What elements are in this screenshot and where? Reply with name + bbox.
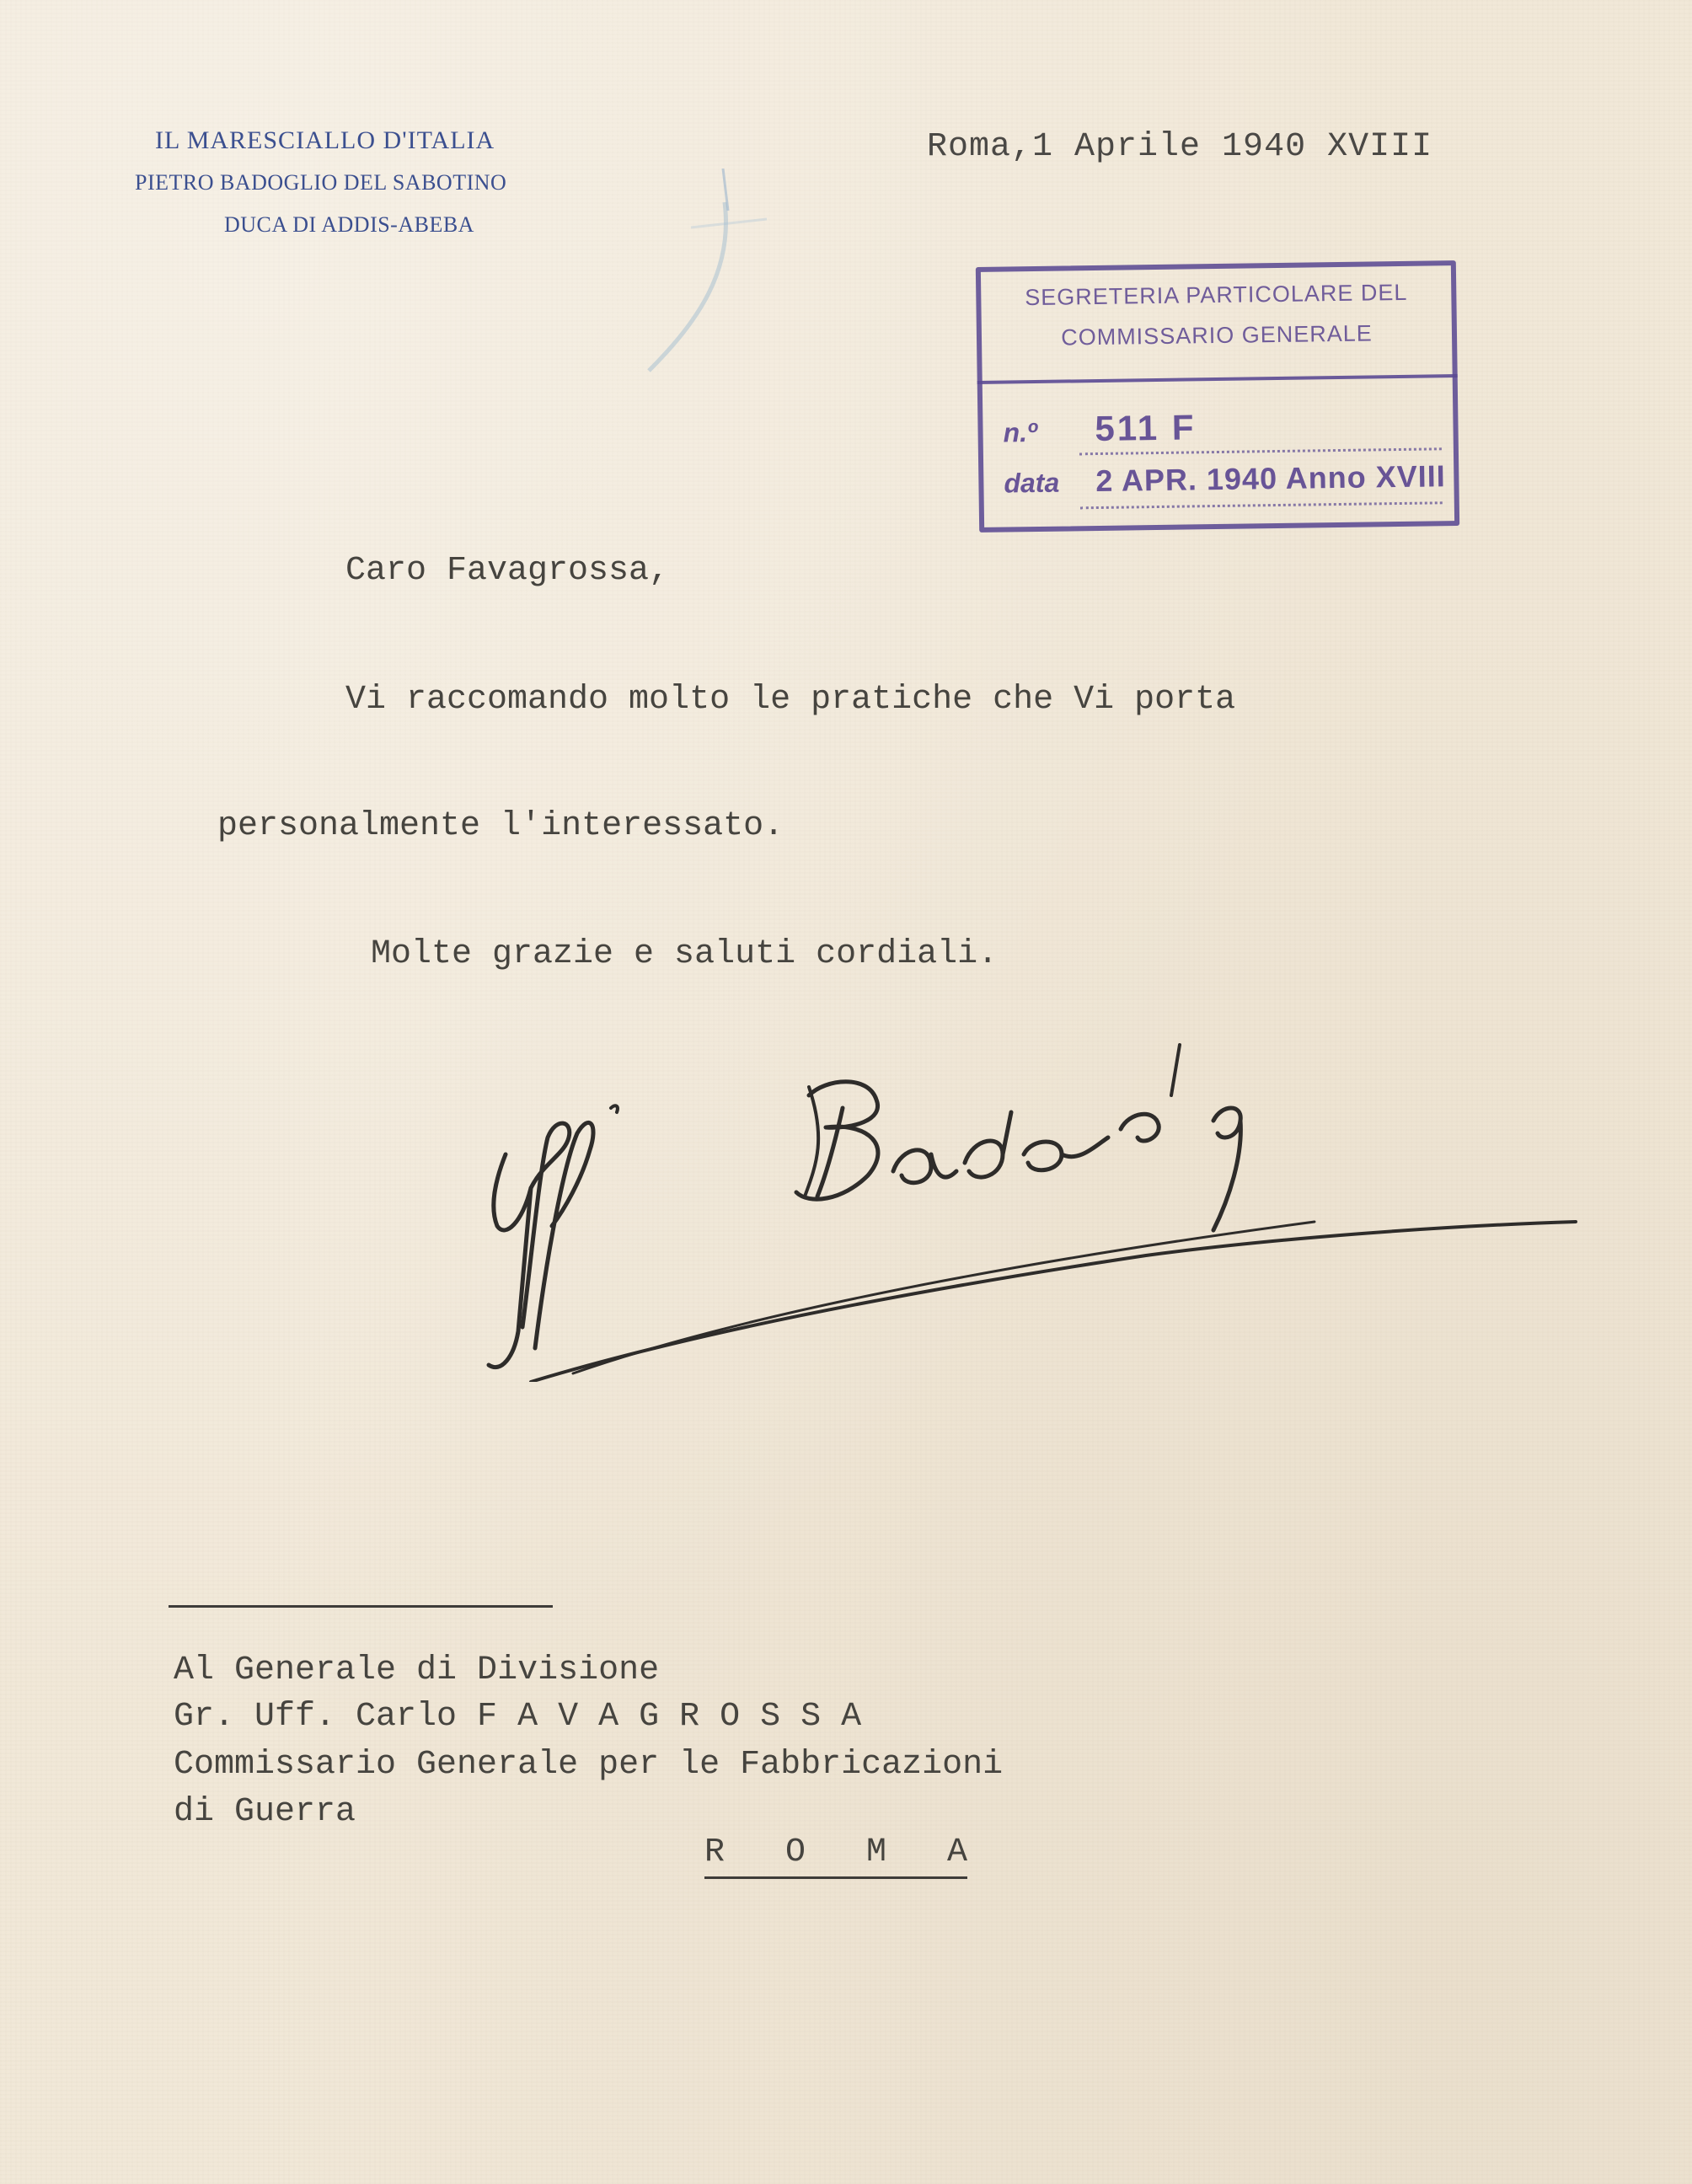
handwritten-signature [472, 1028, 1601, 1382]
letter-date: Roma,1 Aprile 1940 XVIII [927, 128, 1433, 166]
stamp-date-row [1004, 458, 1446, 500]
salutation: Caro Favagrossa, [345, 552, 670, 590]
letterhead [135, 126, 624, 238]
stamp-number-label: n.º [1003, 416, 1037, 448]
body-paragraph-line2: personalmente l'interessato. [217, 807, 784, 845]
stamp-number-value: 511 F [1095, 407, 1197, 449]
address-rule [169, 1605, 553, 1608]
stamp-date-value: 2 APR. 1940 Anno XVIII [1095, 458, 1446, 499]
recipient-line4: di Guerra [174, 1793, 356, 1831]
letterhead-name: PIETRO BADOGLIO DEL SABOTINO [135, 170, 507, 195]
stamp-number-row [1003, 407, 1197, 450]
body-paragraph-line1: Vi raccomando molto le pratiche che Vi porta [345, 681, 1236, 719]
recipient-city: R O M A [704, 1833, 967, 1879]
stamp-header-line2: COMMISSARIO GENERALE [1060, 320, 1373, 351]
pencil-mark [640, 169, 809, 388]
stamp-header-line1: SEGRETERIA PARTICOLARE DEL [1025, 279, 1408, 311]
recipient-line2: Gr. Uff. Carlo F A V A G R O S S A [174, 1698, 862, 1736]
closing-line: Molte grazie e saluti cordiali. [371, 935, 999, 973]
letterhead-dukedom: DUCA DI ADDIS-ABEBA [224, 212, 474, 237]
recipient-line1: Al Generale di Divisione [174, 1651, 660, 1689]
stamp-date-label: data [1004, 467, 1060, 499]
recipient-line3: Commissario Generale per le Fabbricazioni [174, 1746, 1004, 1784]
letterhead-title: IL MARESCIALLO D'ITALIA [155, 126, 495, 154]
registry-stamp [976, 260, 1459, 533]
